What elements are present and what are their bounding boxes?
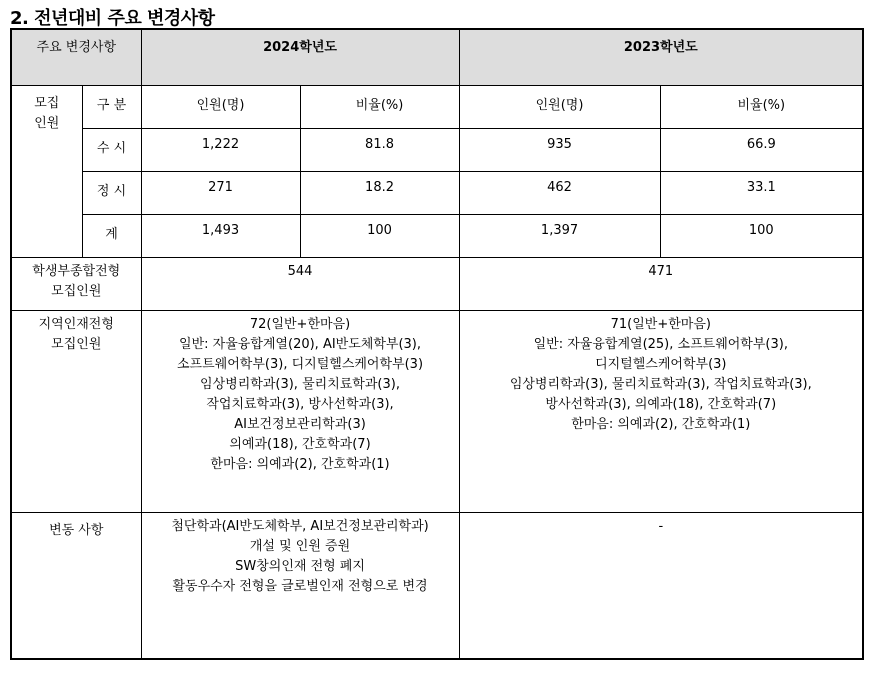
ratio-2023-susi: 66.9: [660, 129, 863, 172]
regional-2024-line: 한마음: 의예과(2), 간호학과(1): [210, 457, 390, 472]
col-ratio-2023: 비율(%): [660, 86, 863, 129]
count-2024-total: 1,493: [141, 215, 300, 258]
row-label-susi: 수 시: [82, 129, 141, 172]
regional-2023-line: 일반: 자율융합계열(25), 소프트웨어학부(3),: [533, 337, 788, 352]
regional-label-line2: 모집인원: [51, 337, 102, 352]
row-label-jeongsi: 정 시: [82, 172, 141, 215]
changes-2024-line: SW창의인재 전형 폐지: [235, 559, 365, 574]
comprehensive-label-line2: 모집인원: [51, 284, 102, 299]
col-ratio-2024: 비율(%): [300, 86, 459, 129]
count-2023-susi: 935: [459, 129, 660, 172]
recruit-subheader-row: [11, 86, 863, 129]
changes-label: 변동 사항: [11, 513, 141, 659]
header-year-2023: 2023학년도: [459, 29, 863, 86]
regional-2023: [459, 311, 863, 513]
changes-2023: -: [459, 513, 863, 659]
col-count-2024: 인원(명): [141, 86, 300, 129]
regional-label-line1: 지역인재전형: [38, 317, 114, 332]
section-title: 2. 전년대비 주요 변경사항: [10, 8, 215, 29]
regional-2023-line: 임상병리학과(3), 물리치료학과(3), 작업치료학과(3),: [509, 377, 812, 392]
regional-2023-line: 방사선학과(3), 의예과(18), 간호학과(7): [545, 397, 777, 412]
count-2023-total: 1,397: [459, 215, 660, 258]
comprehensive-row: [11, 258, 863, 311]
regional-2024-line: 72(일반+한마음): [249, 317, 351, 332]
regional-2023-line: 한마음: 의예과(2), 간호학과(1): [571, 417, 751, 432]
regional-2024-line: 소프트웨어학부(3), 디지털헬스케어학부(3): [177, 357, 424, 372]
recruit-label-line2: 인원: [34, 116, 60, 131]
regional-2024: [141, 311, 459, 513]
changes-2024-line: 첨단학과(AI반도체학부, AI보건정보관리학과): [171, 519, 429, 534]
sub-header-category-text: 구 분: [96, 98, 127, 113]
regional-2024-line: 임상병리학과(3), 물리치료학과(3),: [200, 377, 400, 392]
regional-row: [11, 311, 863, 513]
changes-row: [11, 513, 863, 659]
regional-label: [11, 311, 141, 513]
count-2023-jeongsi: 462: [459, 172, 660, 215]
changes-2024: [141, 513, 459, 659]
col-count-2023: 인원(명): [459, 86, 660, 129]
changes-2024-line: 개설 및 인원 증원: [249, 539, 351, 554]
count-2024-jeongsi: 271: [141, 172, 300, 215]
recruit-label: [11, 86, 82, 258]
ratio-2024-jeongsi: 18.2: [300, 172, 459, 215]
regional-2024-line: 일반: 자율융합계열(20), AI반도체학부(3),: [179, 337, 422, 352]
regional-2024-line: 작업치료학과(3), 방사선학과(3),: [206, 397, 394, 412]
regional-2024-line: AI보건정보관리학과(3): [234, 417, 366, 432]
table-header-row: [11, 29, 863, 86]
ratio-2023-total: 100: [660, 215, 863, 258]
regional-2023-line: 71(일반+한마음): [610, 317, 711, 332]
ratio-2024-total: 100: [300, 215, 459, 258]
count-2024-susi: 1,222: [141, 129, 300, 172]
ratio-2023-jeongsi: 33.1: [660, 172, 863, 215]
ratio-2024-susi: 81.8: [300, 129, 459, 172]
comprehensive-2023: 471: [459, 258, 863, 311]
comprehensive-label-line1: 학생부종합전형: [32, 264, 121, 279]
regional-2023-line: 디지털헬스케어학부(3): [595, 357, 727, 372]
table-row: [11, 129, 863, 172]
row-label-total: 계: [82, 215, 141, 258]
recruit-label-line1: 모집: [34, 96, 60, 111]
changes-2024-line: 활동우수자 전형을 글로벌인재 전형으로 변경: [172, 579, 428, 594]
sub-header-category: [82, 86, 141, 129]
header-main-changes: 주요 변경사항: [11, 29, 141, 86]
comprehensive-label: [11, 258, 141, 311]
regional-2024-line: 의예과(18), 간호학과(7): [229, 437, 371, 452]
header-year-2024: 2024학년도: [141, 29, 459, 86]
changes-table: [10, 28, 864, 660]
table-row: [11, 215, 863, 258]
table-row: [11, 172, 863, 215]
comprehensive-2024: 544: [141, 258, 459, 311]
